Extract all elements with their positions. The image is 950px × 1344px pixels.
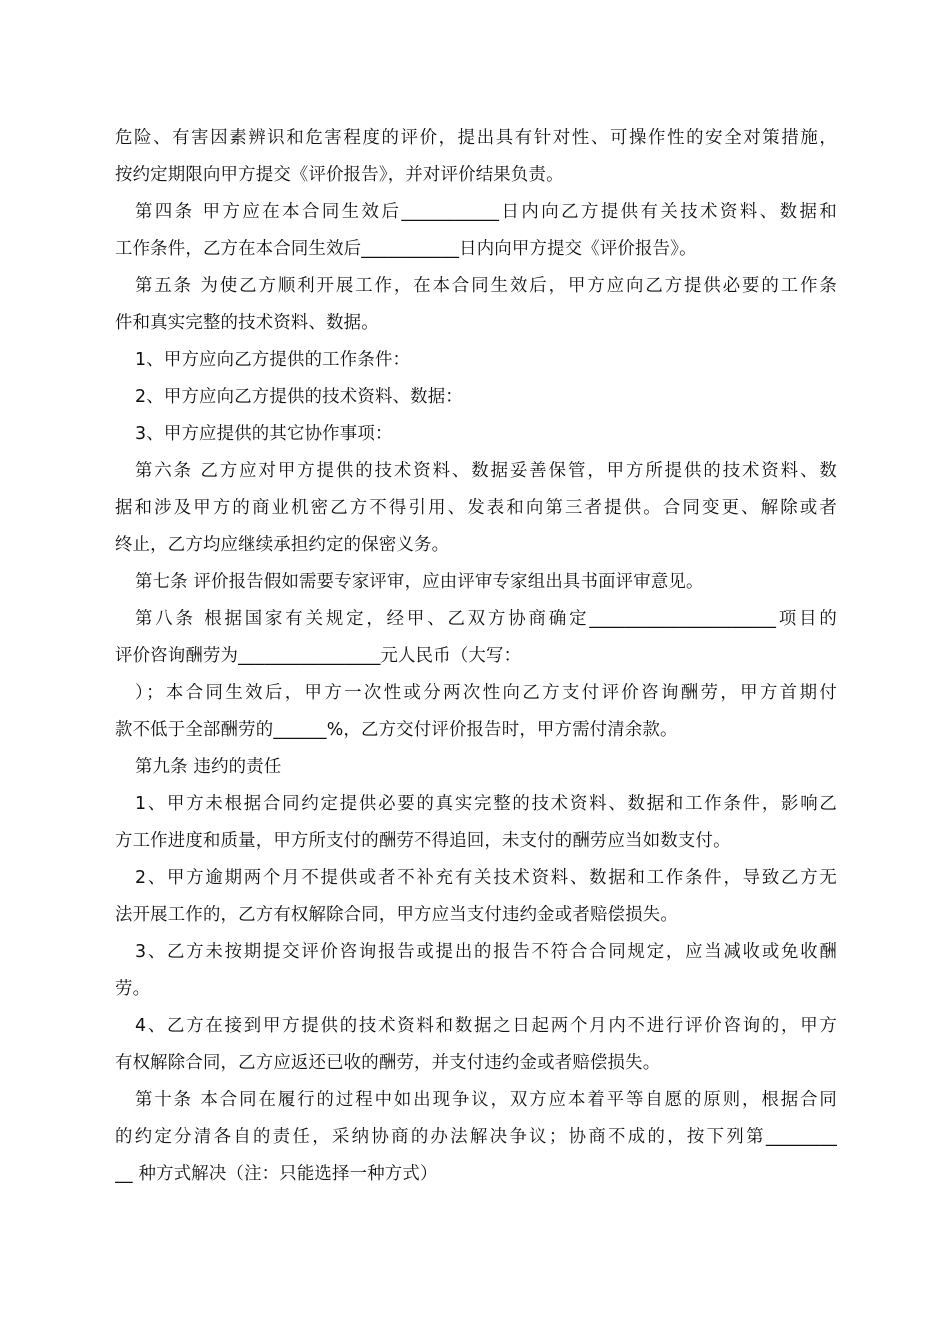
text-line: 劳。 <box>115 979 151 999</box>
text-line: 2、甲方应向乙方提供的技术资料、数据： <box>135 387 463 407</box>
text-line: 款不低于全部酬劳的______%，乙方交付评价报告时，甲方需付清余款。 <box>115 720 678 740</box>
text-line: 评价咨询酬劳为________________元人民币（大写： <box>115 646 522 666</box>
text-line: 有权解除合同，乙方应返还已收的酬劳，并支付违约金或者赔偿损失。 <box>115 1053 661 1073</box>
text-line: 的约定分清各自的责任，采纳协商的办法解决争议；协商不成的，按下列第________ <box>115 1127 837 1147</box>
text-line: 第四条 甲方应在本合同生效后___________日内向乙方提供有关技术资料、数据和 <box>135 202 837 222</box>
text-line: 法开展工作的，乙方有权解除合同，甲方应当支付违约金或者赔偿损失。 <box>115 905 678 925</box>
text-line: 方工作进度和质量，甲方所支付的酬劳不得追回，未支付的酬劳应当如数支付。 <box>115 831 731 851</box>
contract-page <box>115 120 837 1193</box>
text-line: 3、乙方未按期提交评价咨询报告或提出的报告不符合合同规定，应当减收或免收酬 <box>135 942 837 962</box>
text-line: 危险、有害因素辨识和危害程度的评价，提出具有针对性、可操作性的安全对策措施， <box>115 128 837 148</box>
text-line: 2、甲方逾期两个月不提供或者不补充有关技术资料、数据和工作条件，导致乙方无 <box>135 868 837 888</box>
text-line: 件和真实完整的技术资料、数据。 <box>115 313 379 333</box>
text-line: 据和涉及甲方的商业机密乙方不得引用、发表和向第三者提供。合同变更、解除或者 <box>115 498 837 518</box>
text-line: 第八条 根据国家有关规定，经甲、乙双方协商确定_____________________项目的 <box>135 609 837 629</box>
text-line: __ 种方式解决（注：只能选择一种方式） <box>115 1164 438 1184</box>
text-line: 按约定期限向甲方提交《评价报告》，并对评价结果负责。 <box>115 165 564 185</box>
text-line: 工作条件，乙方在本合同生效后___________日内向甲方提交《评价报告》。 <box>115 239 697 259</box>
text-line: 1、甲方未根据合同约定提供必要的真实完整的技术资料、数据和工作条件，影响乙 <box>135 794 837 814</box>
text-line: 第十条 本合同在履行的过程中如出现争议，双方应本着平等自愿的原则，根据合同 <box>135 1090 837 1110</box>
text-line: 4、乙方在接到甲方提供的技术资料和数据之日起两个月内不进行评价咨询的，甲方 <box>135 1016 837 1036</box>
text-line: 第六条 乙方应对甲方提供的技术资料、数据妥善保管，甲方所提供的技术资料、数 <box>135 461 837 481</box>
text-line: ）；本合同生效后，甲方一次性或分两次性向乙方支付评价咨询酬劳，甲方首期付 <box>135 683 837 703</box>
text-line: 终止，乙方均应继续承担约定的保密义务。 <box>115 535 450 555</box>
text-line: 第五条 为使乙方顺利开展工作，在本合同生效后，甲方应向乙方提供必要的工作条 <box>135 276 837 296</box>
text-line: 3、甲方应提供的其它协作事项： <box>135 424 393 444</box>
text-line: 第七条 评价报告假如需要专家评审，应由评审专家组出具书面评审意见。 <box>135 572 704 592</box>
text-line: 第九条 违约的责任 <box>135 757 282 777</box>
text-line: 1、甲方应向乙方提供的工作条件： <box>135 350 411 370</box>
